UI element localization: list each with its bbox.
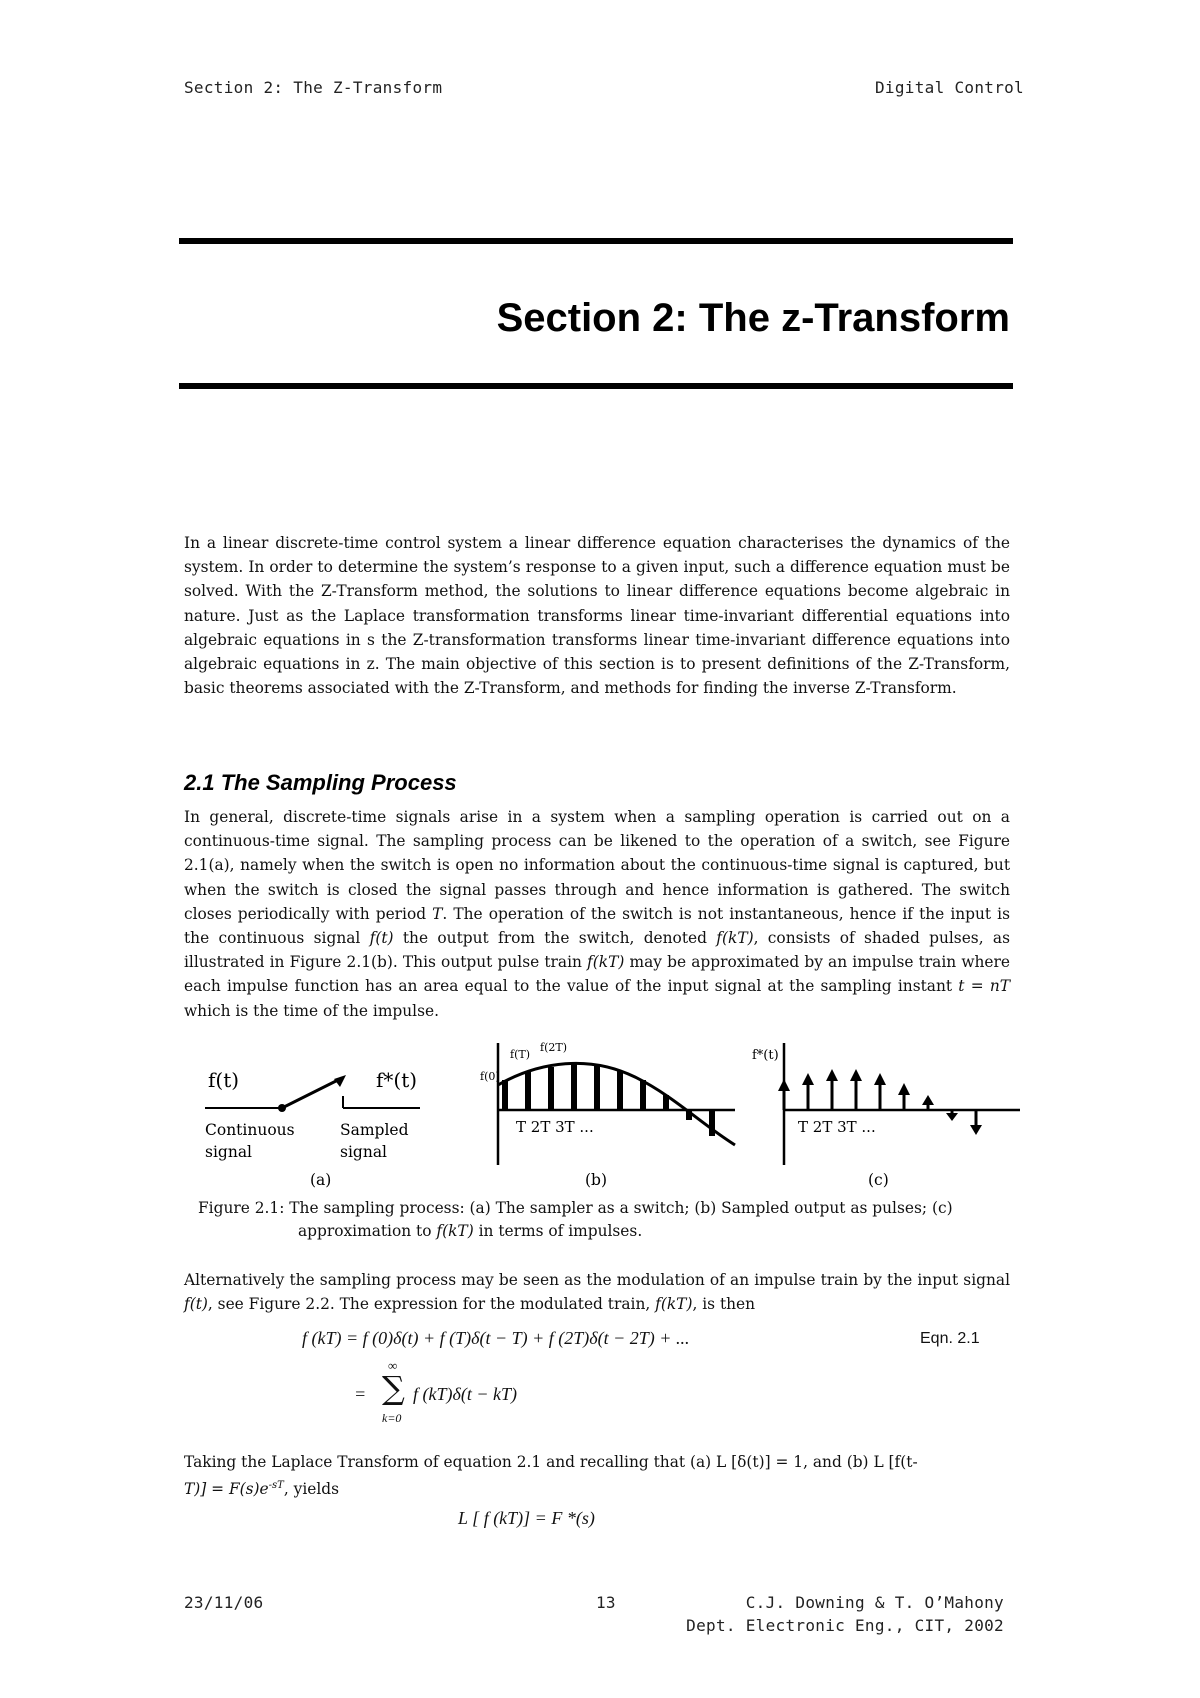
fig-a-switch-arm <box>282 1078 342 1108</box>
running-header-left: Section 2: The Z-Transform <box>184 78 443 97</box>
figure-panel-a <box>205 1068 420 1189</box>
fig-a-continuous-label-1: Continuous <box>205 1121 295 1139</box>
fig-c-panel-label: (c) <box>868 1171 889 1189</box>
modulation-paragraph: Alternatively the sampling process may be seen as the modulation of an impulse train by the input signal f(t), see Figure 2.2. The expression for the modulated train, f(kT), is then <box>184 1271 1010 1314</box>
footer-page-number: 13 <box>596 1593 616 1612</box>
figure-caption-line-1: Figure 2.1: The sampling process: (a) The sampler as a switch; (b) Sampled output as pulses; (c) <box>198 1199 953 1217</box>
fig-c-tick-labels: T 2T 3T ... <box>798 1118 876 1136</box>
running-header-right: Digital Control <box>875 78 1024 97</box>
page-title: Section 2: The z-Transform <box>496 296 1010 340</box>
equation-line-2-equals: = <box>354 1384 367 1404</box>
footer-date: 23/11/06 <box>184 1593 264 1612</box>
footer-authors: C.J. Downing & T. O’Mahony <box>745 1593 1004 1612</box>
title-rule-top <box>179 238 1013 244</box>
fig-b-f2T-label: f(2T) <box>540 1041 567 1054</box>
laplace-result: L [ f (kT)] = F *(s) <box>458 1508 595 1528</box>
fig-a-panel-label: (a) <box>310 1171 332 1189</box>
intro-paragraph: In a linear discrete-time control system a linear difference equation characterises the dynamics of the system. In order to determine the system’s response to a given input, such a difference equation must be solved. With the Z-Transform method, the solutions to linear difference equations become algebraic in nature. Just as the Laplace transformation transforms linear time-invariant differential equations into algebraic equations in s the Z-transformation transforms linear time-invariant difference equations into algebraic equations in z. The main objective of this section is to present definitions of the Z-Transform, basic theorems associated with the Z-Transform, and methods for finding the inverse Z-Transform. <box>184 534 1010 698</box>
fig-a-switch-arrowhead <box>334 1075 346 1087</box>
figure-caption-line-2: approximation to f(kT) in terms of impulses. <box>298 1222 643 1240</box>
fig-a-continuous-label-2: signal <box>205 1143 253 1161</box>
laplace-paragraph: Taking the Laplace Transform of equation 2.1 and recalling that (a) L [δ(t)] = 1, and (b) L [f(t- $T)] = F(s)e^{-sT}$, yields <box>184 1453 918 1499</box>
fig-c-ft-label: f*(t) <box>752 1048 779 1063</box>
sampling-paragraph: In general, discrete-time signals arise in a system when a sampling operation is carried out on a continuous-time signal. The sampling process can be likened to the operation of a switch, see Figure 2.1(a), namely when the switch is open no information about the continuous-time signal is captured, but when the switch is closed the signal passes through and hence information is gathered. The switch closes periodically with period T. The operation of the switch is not instantaneous, hence if the input is the continuous signal f(t) the output from the switch, denoted f(kT), consists of shaded pulses, as illustrated in Figure 2.1(b). This output pulse train f(kT) may be approximated by an impulse train where each impulse function has an area equal to the value of the input signal at the sampling instant t = nT which is the time of the impulse. <box>184 808 1011 1020</box>
fig-b-f0-label: f(0) <box>480 1070 500 1083</box>
fig-a-sampled-label-1: Sampled <box>340 1121 409 1139</box>
title-rule-bottom <box>179 383 1013 389</box>
sum-upper-limit: ∞ <box>388 1358 398 1373</box>
equation-line-2-body: f (kT)δ(t − kT) <box>413 1384 517 1404</box>
sum-lower-limit: k=0 <box>382 1411 402 1425</box>
footer-department: Dept. Electronic Eng., CIT, 2002 <box>686 1616 1004 1635</box>
fig-b-panel-label: (b) <box>585 1171 608 1189</box>
figure-panel-b <box>480 1041 735 1189</box>
section-heading: 2.1 The Sampling Process <box>184 770 457 795</box>
fig-b-tick-labels: T 2T 3T ... <box>516 1118 594 1136</box>
fig-a-output-label: f*(t) <box>376 1068 418 1092</box>
equation-label: Eqn. 2.1 <box>920 1330 980 1347</box>
equation-line-1: f (kT) = f (0)δ(t) + f (T)δ(t − T) + f (2T)δ(t − 2T) + ... <box>302 1328 690 1348</box>
fig-b-fT-label: f(T) <box>510 1048 530 1061</box>
figure-panel-c <box>752 1043 1020 1189</box>
figure-2-1 <box>180 1035 1040 1195</box>
fig-a-input-label: f(t) <box>208 1068 240 1092</box>
fig-a-sampled-label-2: signal <box>340 1143 388 1161</box>
sum-sigma: ∑ <box>382 1369 405 1407</box>
